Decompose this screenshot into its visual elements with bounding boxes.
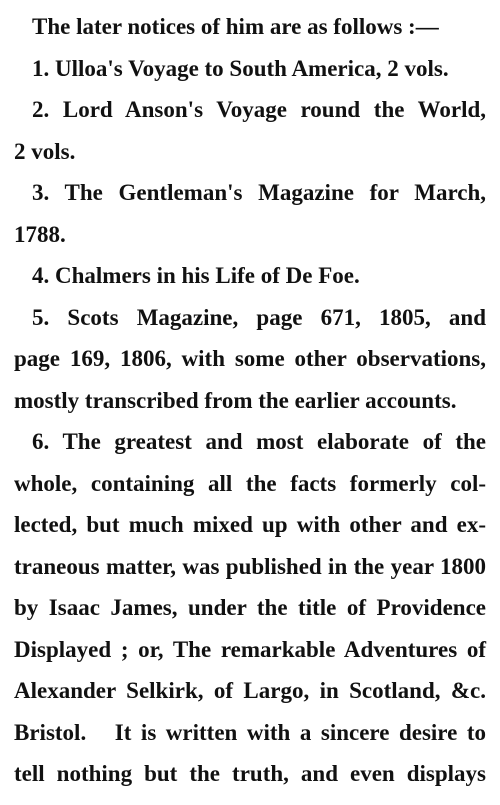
list-item-3: [14, 172, 486, 255]
item-number: 5.: [32, 304, 50, 330]
list-item-2: [14, 89, 486, 172]
item-6-line-5: by Isaac James, under the title of Providence: [14, 595, 486, 620]
list-item-4: [14, 255, 486, 297]
item-2-line-1: [14, 89, 486, 131]
intro-line: The later notices of him are as follows :—: [32, 14, 439, 39]
item-6-line-2: whole, containing all the facts formerly col-: [14, 470, 486, 496]
item-number: 2.: [32, 97, 50, 122]
item-number: 4.: [32, 263, 50, 288]
item-text: The greatest and most elaborate of the: [62, 429, 486, 454]
item-6-line-3: lected, but much mixed up with other and ex-: [14, 512, 486, 537]
item-number: 6.: [32, 429, 50, 454]
item-6-line-6: Displayed ; or, The remarkable Adventures of: [14, 636, 486, 662]
item-6-line-7: Alexander Selkirk, of Largo, in Scotland, &c.: [14, 678, 486, 703]
item-6-line-8: Bristol. It is written with a sincere desire to: [14, 719, 486, 745]
item-5-line-3: mostly transcribed from the earlier accounts.: [14, 387, 457, 413]
item-text: Ulloa's Voyage to South America, 2 vols.: [55, 55, 449, 81]
item-3-line-2: 1788.: [14, 221, 66, 247]
item-1-line-1: [14, 48, 486, 90]
item-6-line-1: [14, 421, 486, 463]
list-item-6: [14, 421, 486, 795]
item-2-line-2: 2 vols.: [14, 138, 76, 164]
item-text: Scots Magazine, page 671, 1805, and: [67, 304, 487, 330]
item-text: The Gentleman's Magazine for March,: [64, 180, 486, 205]
item-6-line-4: traneous matter, was published in the year 1800: [14, 553, 486, 579]
item-5-line-2: page 169, 1806, with some other observations,: [14, 346, 486, 371]
item-number: 1.: [32, 55, 50, 81]
list-item-1: [14, 48, 486, 90]
item-4-line-1: [14, 255, 486, 297]
item-text: Chalmers in his Life of De Foe.: [55, 263, 360, 288]
item-text: Lord Anson's Voyage round the World,: [62, 97, 486, 122]
item-3-line-1: [14, 172, 486, 214]
list-item-5: [14, 297, 486, 422]
item-6-line-9: tell nothing but the truth, and even displays: [14, 761, 486, 786]
item-number: 3.: [32, 180, 50, 205]
item-5-line-1: [14, 297, 486, 339]
